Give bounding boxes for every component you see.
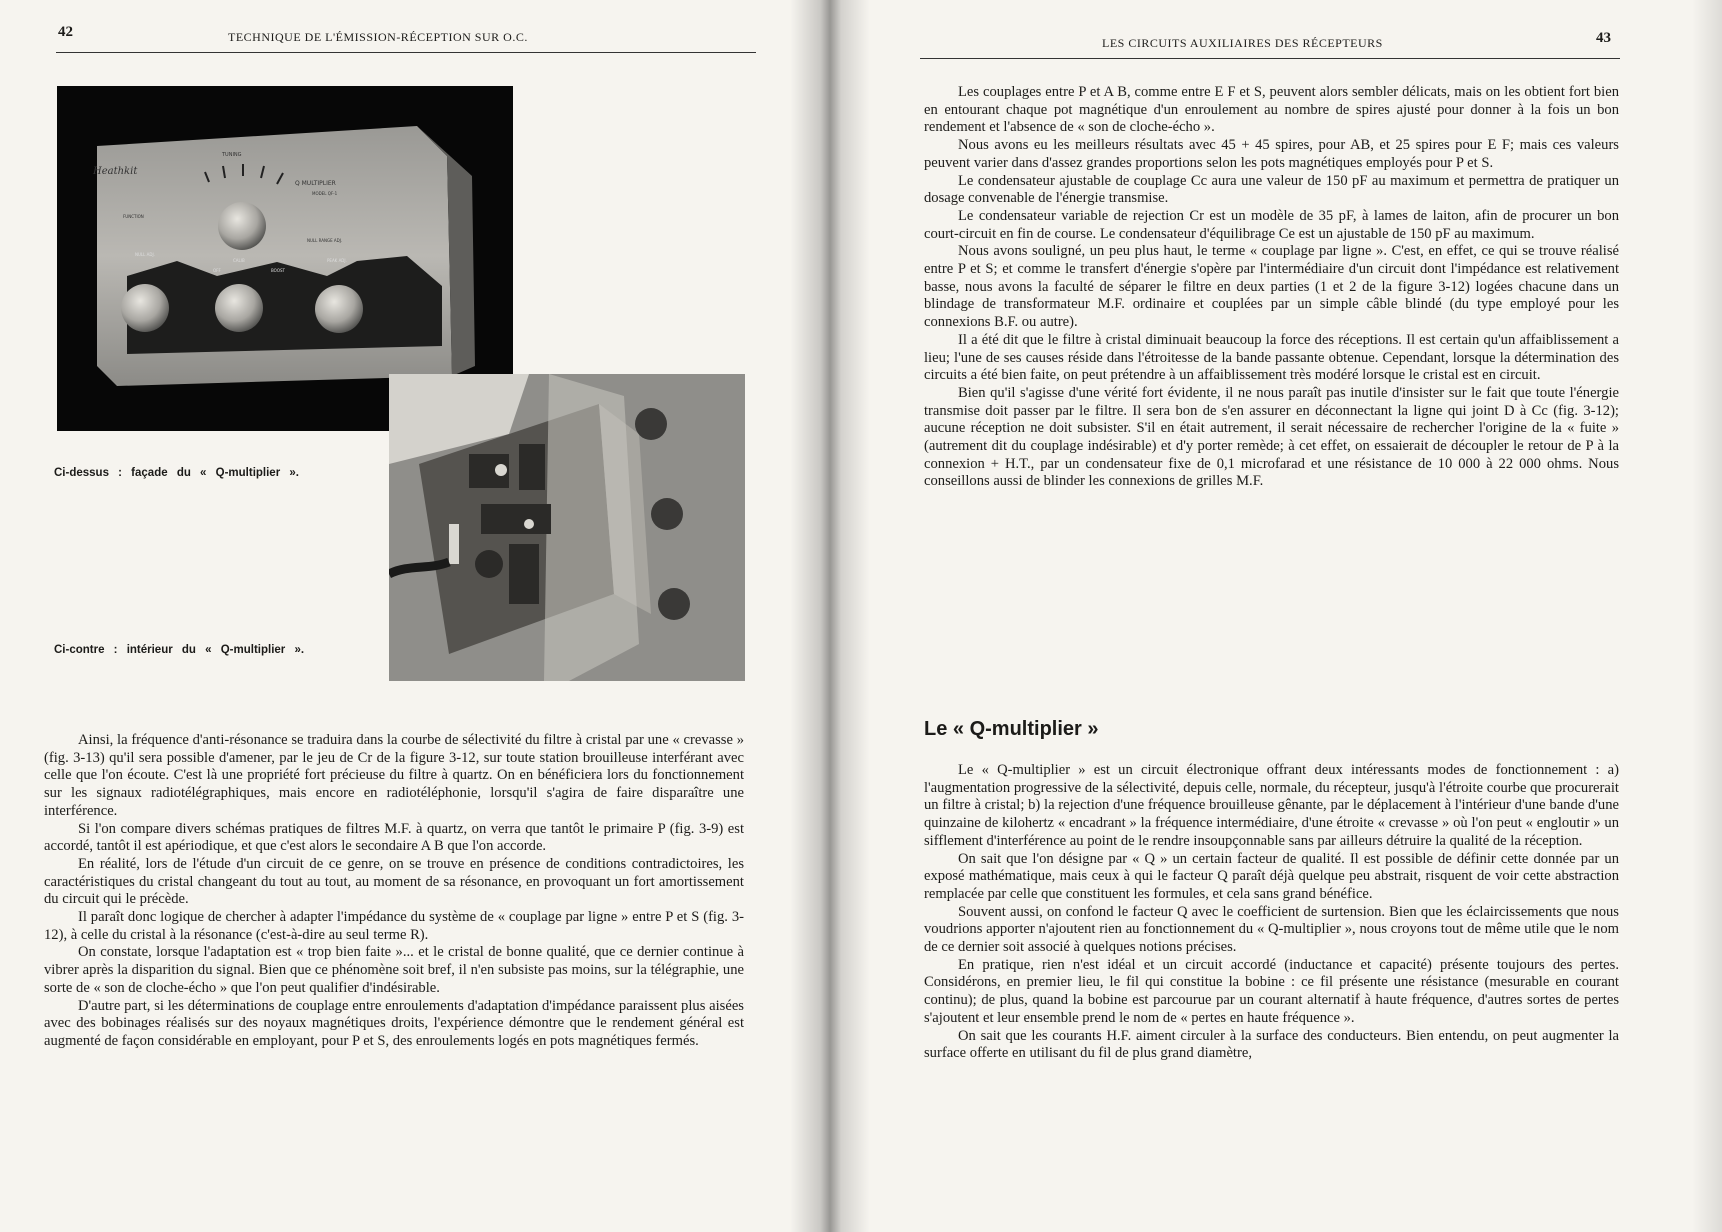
tuning-knob	[218, 202, 266, 250]
paragraph: Il paraît donc logique de chercher à adapter l'impédance du système de « couplage par ligne » entre P et S (fig. 3-12), à celle du cristal à la résonance (c'est-à-dire au seul terme R).	[44, 909, 744, 943]
label-peak-adj: PEAK ADJ.	[327, 258, 347, 263]
paragraph: Si l'on compare divers schémas pratiques de filtres M.F. à quartz, on verra que tantôt le primaire P (fig. 3-9) est accordé, tantôt il est apériodique, et que c'est alors le secondaire A B que l'on accorde.	[44, 820, 744, 855]
paragraph: Le condensateur variable de rejection Cr est un modèle de 35 pF, à lames de laiton, afin de procurer un bon court-circuit en fin de course. Le condensateur d'équilibrage Ce est un ajustable de 150 pF au maximum.	[924, 207, 1619, 242]
section-heading: Le « Q-multiplier »	[924, 718, 1099, 740]
paragraph: Il a été dit que le filtre à cristal diminuait beaucoup la force des réceptions. Il est certain qu'un affaiblissement a lieu; l'une de ses causes réside dans l'étroitesse de la bande passante obtenue. Cependant, lorsque la détermination des circuits a été bien faite, on peut prétendre à un affaiblissement très modéré lorsque le cristal est en circuit.	[924, 331, 1619, 384]
interior-photo	[389, 374, 745, 681]
paragraph: Nous avons eu les meilleurs résultats avec 45 + 45 spires, pour AB, et 25 spires pour E F; mais ces valeurs peuvent varier dans d'assez grandes proportions selon les pots magnétiques employés pour P et S.	[924, 137, 1619, 171]
label-boost: BOOST	[271, 268, 285, 273]
paragraph: En réalité, lors de l'étude d'un circuit de ce genre, on se trouve en présence de conditions contradictoires, les caractéristiques du cristal changeant du tout au tout, au moment de sa résonance, en provoquant un fort amortissement du circuit qui le précède.	[44, 855, 744, 908]
page-edge-shadow	[1692, 0, 1722, 1232]
function-knob	[215, 284, 263, 332]
running-header: TECHNIQUE DE L'ÉMISSION-RÉCEPTION SUR O.C.	[228, 30, 528, 44]
running-header: LES CIRCUITS AUXILIAIRES DES RÉCEPTEURS	[1102, 36, 1383, 50]
right-body-text-top	[924, 84, 1619, 491]
paragraph: On sait que l'on désigne par « Q » un certain facteur de qualité. Il est possible de définir cette donnée par un exposé mathématique, mais ceux à qui le facteur Q paraît déjà quelque peu abstrait, risquent de voir cette abstraction remplacée par celle que constituent les formules, et cela sans grand bénéfice.	[924, 850, 1619, 902]
paragraph: Bien qu'il s'agisse d'une vérité fort évidente, il ne nous paraît pas inutile d'insister sur le fait que toute l'énergie transmise doit passer par le filtre. Il sera bon de s'en assurer en déconnectant la ligne qui joint D à Cc (fig. 3-12); aucune réception ne doit subsister. S'il en était autrement, il serait nécessaire de rechercher l'origine de la « fuite » (autrement dit du couplage indésirable) et d'y porter remède; à cet effet, on essaierait de découpler le retour de P à la connexion + H.T., par un condensateur fixe de 0,1 microfarad et une résistance de 10 000 à 22 000 ohms. Nous conseillons aussi de blinder les connexions de grilles M.F.	[924, 384, 1619, 490]
label-model: MODEL QF-1	[312, 191, 338, 196]
paragraph: Nous avons souligné, un peu plus haut, le terme « couplage par ligne ». C'est, en effet, ce qui se trouve réalisé entre P et S; et comme le transfert d'énergie s'opère par l'intermédiaire d'un circuit dont l'impédance est relativement basse, nous avons la faculté de séparer le filtre en deux parties (1 et 2 de la figure 3-12) logées chacune dans un blindage de transformateur M.F. ordinaire et couplées par un simple câble blindé (du type employé pour les connexions B.F. ou autre).	[924, 243, 1619, 331]
label-off: OFF	[213, 268, 221, 273]
page-number: 42	[58, 24, 73, 40]
caption-interior: Ci-contre : intérieur du « Q-multiplier ».	[54, 644, 305, 656]
header-rule	[56, 52, 756, 53]
paragraph: Ainsi, la fréquence d'anti-résonance se traduira dans la courbe de sélectivité du filtre à cristal par une « crevasse » (fig. 3-13) qu'il sera possible d'amener, par le jeu de Cr de la figure 3-12, sur toute station brouilleuse interférant avec celle que l'on écoute. C'est là une propriété fort précieuse du filtre à quartz. On en bénéficiera lors du fonctionnement sur les signaux radiotélégraphiques, mais encore en radiotéléphonie, lorsqu'il s'agira de faire disparaître une interférence.	[44, 732, 744, 819]
label-calib: CALIB	[233, 258, 245, 263]
left-body-text	[44, 732, 744, 1051]
label-function: FUNCTION	[123, 214, 144, 219]
paragraph: Le condensateur ajustable de couplage Cc aura une valeur de 150 pF au maximum et permettra de pratiquer un dosage convenable de l'énergie transmise.	[924, 172, 1619, 207]
right-body-text-bottom	[924, 762, 1619, 1063]
paragraph: Le « Q-multiplier » est un circuit électronique offrant deux intéressants modes de fonctionnement : a) l'augmentation progressive de la sélectivité, depuis celle, normale, du récepteur, jusqu'à l'étroite courbe que procurerait un filtre à cristal; b) la rejection d'une fréquence brouilleuse gênante, par le déplacement à l'intérieur d'une bande d'une quinzaine de kilohertz « encadrant » la fréquence intermédiaire, d'une étroite « crevasse » où l'on peut « engloutir » un sifflement d'interférence au point de le rendre insoupçonnable sans par ailleurs détruire la qualité de la réception.	[924, 762, 1619, 849]
left-page	[0, 0, 825, 1232]
label-null-adj: NULL ADJ.	[135, 252, 155, 257]
paragraph: En pratique, rien n'est idéal et un circuit accordé (inductance et capacité) présente toujours des pertes. Considérons, en premier lieu, le fil qui constitue la bobine : ce fil présente une résistance (mesurable en courant continu); de plus, quand la bobine est parcourue par un courant alternatif à haute fréquence, d'autres sortes de pertes s'ajoutent et leur ensemble prend le nom de « pertes en haute fréquence ».	[924, 956, 1619, 1026]
paragraph: Souvent aussi, on confond le facteur Q avec le coefficient de surtension. Bien que les éclaircissements que nous voudrions apporter n'ajoutent rien au fonctionnement du « Q-multiplier », nous croyons tout de même utile que le nom de ce dernier soit associé à quelques notions précises.	[924, 903, 1619, 956]
page-number: 43	[1596, 30, 1611, 46]
null-adj-knob	[121, 284, 169, 332]
paragraph: Les couplages entre P et A B, comme entre E F et S, peuvent alors sembler délicats, mais on les obtient fort bien en entourant chaque pot magnétique d'un enroulement au nombre de spires ajusté pour donner à la fois un bon rendement et l'absence de « son de cloche-écho ».	[924, 84, 1619, 136]
book-gutter-shadow	[790, 0, 870, 1232]
label-null-range: NULL RANGE ADJ.	[307, 238, 343, 243]
brand-logo: Heathkit	[93, 166, 138, 177]
label-tuning: TUNING	[222, 152, 242, 158]
paragraph: On sait que les courants H.F. aiment circuler à la surface des conducteurs. Bien entendu, on peut augmenter la surface offerte en utilisant du fil de plus grand diamètre,	[924, 1027, 1619, 1062]
caption-front: Ci-dessus : façade du « Q-multiplier ».	[54, 467, 299, 479]
label-device-name: Q MULTIPLIER	[295, 180, 336, 187]
paragraph: D'autre part, si les déterminations de couplage entre enroulements d'adaptation d'impédance paraissent plus aisées avec des bobinages réalisés sur des noyaux magnétiques droits, l'expérience démontre que le rendement général est augmenté de façon considérable en employant, pour P et S, des enroulements logés en pots magnétiques fermés.	[44, 997, 744, 1049]
peak-adj-knob	[315, 285, 363, 333]
paragraph: On constate, lorsque l'adaptation est « trop bien faite »... et le cristal de bonne qualité, que ce dernier continue à vibrer après la disparition du signal. Bien que ce phénomène soit bref, il n'en subsiste pas moins, sur la télégraphie, une sorte de « son de cloche-écho » que l'on peut qualifier d'indésirable.	[44, 944, 744, 996]
header-rule	[920, 58, 1620, 59]
